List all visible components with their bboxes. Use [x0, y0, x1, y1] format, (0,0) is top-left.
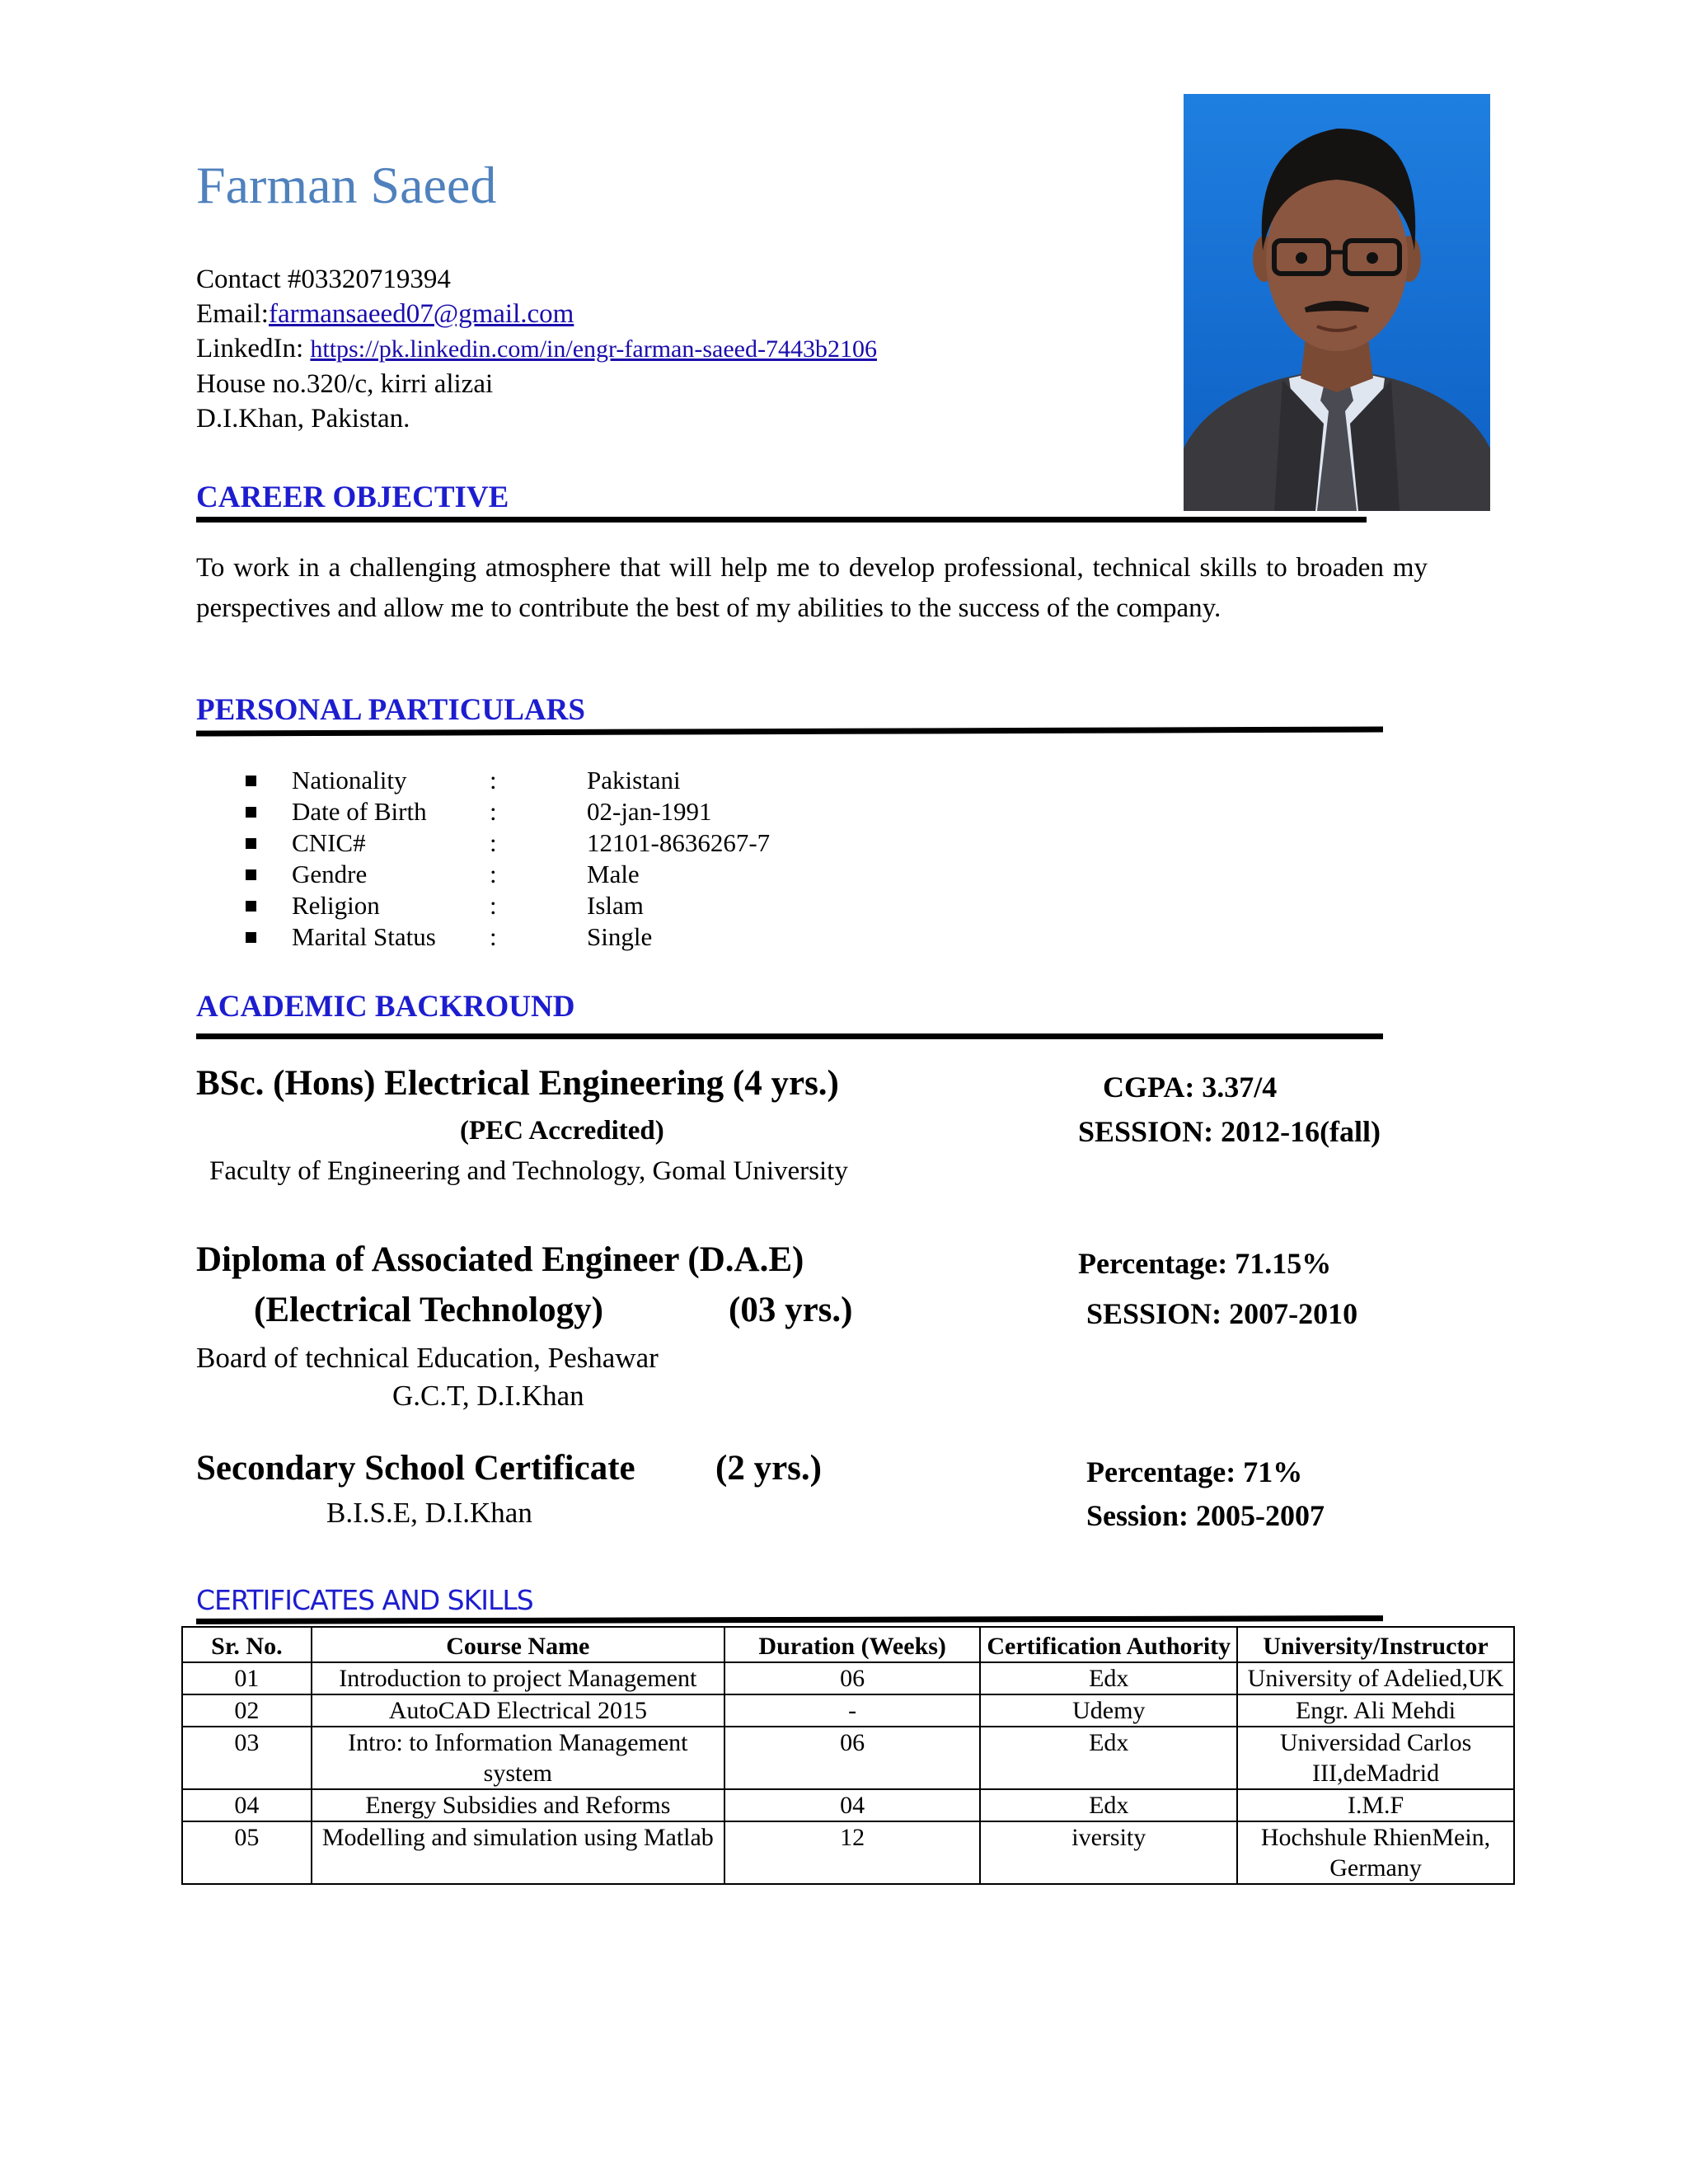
- particular-label: Gendre: [292, 860, 368, 888]
- career-objective-text: To work in a challenging atmosphere that will help me to develop professional, technical skills to broaden my perspectives and allow me to contribute the best of my abilities to the success of the company.: [196, 553, 1428, 623]
- table-cell: 03: [182, 1727, 312, 1789]
- table-cell: University of Adelied,UK: [1237, 1662, 1514, 1694]
- address-line-1: House no.320/c, kirri alizai: [196, 369, 494, 399]
- dae-institution: G.C.T, D.I.Khan: [392, 1380, 584, 1412]
- bullet-icon: [246, 776, 256, 786]
- particular-separator: :: [490, 922, 497, 951]
- particular-value: Male: [587, 860, 640, 888]
- list-item: [246, 890, 770, 921]
- table-cell: Edx: [980, 1727, 1237, 1789]
- bsc-session: SESSION: 2012-16(fall): [1078, 1115, 1381, 1148]
- particular-label: Religion: [292, 891, 380, 920]
- particular-value: 12101-8636267-7: [587, 828, 771, 857]
- table-header-row: [182, 1627, 1514, 1662]
- list-item: [246, 796, 770, 827]
- bsc-title: BSc. (Hons) Electrical Engineering (4 yrs.): [196, 1064, 839, 1103]
- table-row: [182, 1821, 1514, 1884]
- personal-particulars-heading: PERSONAL PARTICULARS: [196, 693, 585, 727]
- table-cell: -: [724, 1694, 981, 1727]
- email-line: [196, 297, 877, 331]
- dae-grade: Percentage: 71.15%: [1078, 1247, 1332, 1280]
- particular-separator: :: [490, 891, 497, 920]
- table-cell: Energy Subsidies and Reforms: [312, 1789, 724, 1821]
- column-header: Duration (Weeks): [724, 1627, 981, 1662]
- column-header: Sr. No.: [182, 1627, 312, 1662]
- linkedin-label: LinkedIn:: [196, 334, 311, 363]
- table-cell: Modelling and simulation using Matlab: [312, 1821, 724, 1884]
- linkedin-link[interactable]: https://pk.linkedin.com/in/engr-farman-saeed-7443b2106: [310, 335, 877, 363]
- certificates-table-body: [182, 1662, 1514, 1884]
- bsc-institution: Faculty of Engineering and Technology, Gomal University: [209, 1156, 848, 1186]
- particular-separator: :: [490, 766, 497, 794]
- table-cell: Hochshule RhienMein, Germany: [1237, 1821, 1514, 1884]
- profile-photo: [1184, 94, 1490, 511]
- list-item: [246, 827, 770, 859]
- particular-value: Pakistani: [587, 766, 681, 794]
- career-objective-rule: [196, 517, 1367, 523]
- table-cell: 01: [182, 1662, 312, 1694]
- table-cell: Edx: [980, 1789, 1237, 1821]
- list-item: [246, 921, 770, 953]
- table-cell: Introduction to project Management: [312, 1662, 724, 1694]
- table-cell: 06: [724, 1727, 981, 1789]
- particular-label: CNIC#: [292, 828, 366, 857]
- particular-label: Date of Birth: [292, 797, 427, 826]
- particular-value: Single: [587, 922, 653, 951]
- table-cell: AutoCAD Electrical 2015: [312, 1694, 724, 1727]
- ssc-title: Secondary School Certificate: [196, 1449, 635, 1488]
- ssc-grade: Percentage: 71%: [1086, 1455, 1303, 1488]
- particular-value: Islam: [587, 891, 644, 920]
- particular-label: Marital Status: [292, 922, 436, 951]
- address-line-2: D.I.Khan, Pakistan.: [196, 404, 410, 434]
- candidate-name: Farman Saeed: [196, 156, 497, 214]
- table-cell: Edx: [980, 1662, 1237, 1694]
- table-row: [182, 1727, 1514, 1789]
- table-cell: Universidad Carlos III,deMadrid: [1237, 1727, 1514, 1789]
- contact-block: [196, 262, 877, 436]
- bullet-icon: [246, 807, 256, 818]
- table-cell: 04: [724, 1789, 981, 1821]
- dae-subtitle: (Electrical Technology): [254, 1291, 603, 1329]
- contact-number: Contact #03320719394: [196, 265, 451, 294]
- table-cell: 05: [182, 1821, 312, 1884]
- certificates-table: [181, 1626, 1515, 1885]
- particular-separator: :: [490, 797, 497, 826]
- list-item: [246, 765, 770, 796]
- dae-duration: (03 yrs.): [729, 1291, 853, 1329]
- academic-heading: ACADEMIC BACKROUND: [196, 990, 575, 1024]
- dae-board: Board of technical Education, Peshawar: [196, 1342, 659, 1374]
- table-cell: iversity: [980, 1821, 1237, 1884]
- table-cell: Intro: to Information Management system: [312, 1727, 724, 1789]
- particular-value: 02-jan-1991: [587, 797, 712, 826]
- personal-particulars-list: [246, 765, 770, 953]
- certificates-rule: [196, 1615, 1383, 1624]
- certificates-heading: CERTIFICATES AND SKILLS: [196, 1584, 533, 1616]
- table-cell: Engr. Ali Mehdi: [1237, 1694, 1514, 1727]
- bullet-icon: [246, 869, 256, 880]
- personal-particulars-rule: [196, 726, 1383, 736]
- career-objective-heading: CAREER OBJECTIVE: [196, 480, 509, 514]
- column-header: University/Instructor: [1237, 1627, 1514, 1662]
- ssc-board: B.I.S.E, D.I.Khan: [326, 1497, 532, 1529]
- bsc-grade: CGPA: 3.37/4: [1103, 1071, 1278, 1104]
- dae-title: Diploma of Associated Engineer (D.A.E): [196, 1240, 804, 1279]
- ssc-duration: (2 yrs.): [715, 1449, 822, 1488]
- table-row: [182, 1662, 1514, 1694]
- academic-rule: [196, 1033, 1383, 1039]
- particular-label: Nationality: [292, 766, 407, 794]
- table-row: [182, 1789, 1514, 1821]
- ssc-session: Session: 2005-2007: [1086, 1499, 1325, 1532]
- profile-photo-illustration: [1184, 94, 1490, 511]
- dae-session: SESSION: 2007-2010: [1086, 1297, 1358, 1330]
- column-header: Course Name: [312, 1627, 724, 1662]
- column-header: Certification Authority: [980, 1627, 1237, 1662]
- bullet-icon: [246, 932, 256, 943]
- particular-separator: :: [490, 860, 497, 888]
- email-label: Email:: [196, 299, 269, 329]
- table-cell: 12: [724, 1821, 981, 1884]
- table-cell: 06: [724, 1662, 981, 1694]
- table-cell: I.M.F: [1237, 1789, 1514, 1821]
- email-link[interactable]: farmansaeed07@gmail.com: [268, 299, 574, 329]
- bullet-icon: [246, 838, 256, 849]
- list-item: [246, 859, 770, 890]
- table-row: [182, 1694, 1514, 1727]
- linkedin-line: [196, 331, 877, 367]
- bsc-accreditation: (PEC Accredited): [460, 1116, 664, 1146]
- bullet-icon: [246, 901, 256, 912]
- table-cell: 02: [182, 1694, 312, 1727]
- table-cell: Udemy: [980, 1694, 1237, 1727]
- table-cell: 04: [182, 1789, 312, 1821]
- particular-separator: :: [490, 828, 497, 857]
